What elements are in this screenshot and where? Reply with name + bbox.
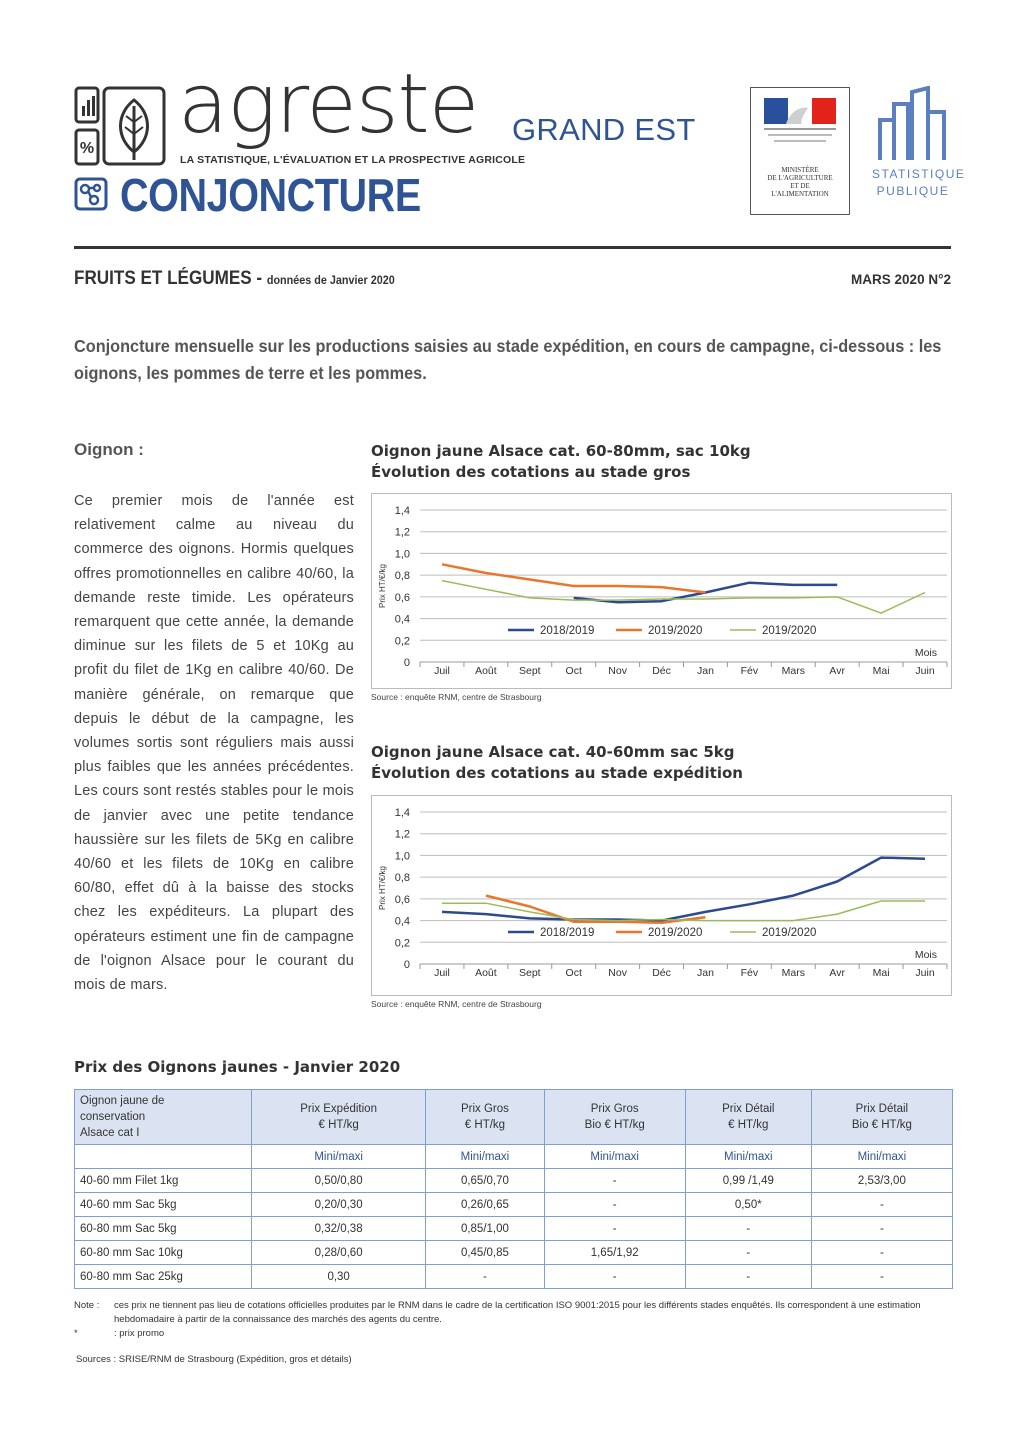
note-line — [74, 1299, 951, 1327]
header-line: conservation — [80, 1111, 146, 1123]
x-tick-label: Fév — [740, 967, 759, 979]
chart1-box — [371, 493, 952, 689]
ministry-line: MINISTÈRE — [781, 166, 819, 174]
svg-text:%: % — [79, 140, 95, 157]
header-divider — [74, 246, 951, 249]
table-cell: - — [811, 1241, 952, 1265]
table-cell: 0,50/0,80 — [252, 1169, 426, 1193]
table-header-cell — [426, 1090, 544, 1145]
table-cell: 60-80 mm Sac 25kg — [75, 1265, 252, 1289]
table-cell: 60-80 mm Sac 10kg — [75, 1241, 252, 1265]
x-tick-label: Sept — [518, 665, 541, 677]
table-cell: Mini/maxi — [252, 1145, 426, 1169]
chart1-source: Source : enquête RNM, centre de Strasbourg — [371, 692, 542, 702]
header-line: Prix Gros — [460, 1103, 509, 1115]
header-line: Oignon jaune de — [80, 1095, 165, 1107]
table-cell: 0,20/0,30 — [252, 1193, 426, 1217]
table-cell: 0,32/0,38 — [252, 1217, 426, 1241]
ministry-line: ET DE — [790, 182, 810, 190]
table-row — [75, 1265, 953, 1289]
x-tick-label: Août — [475, 665, 497, 677]
table-notes — [74, 1299, 951, 1341]
legend-label: 2019/2020 — [762, 625, 817, 637]
header-line: Prix Détail — [855, 1103, 909, 1115]
section-title-main: FRUITS ET LÉGUMES - — [74, 268, 267, 289]
header-line: Bio € HT/kg — [584, 1119, 645, 1131]
header-line: Alsace cat I — [80, 1127, 140, 1139]
table-header-cell — [544, 1090, 685, 1145]
chart1-title-line2: Évolution des cotations au stade gros — [371, 463, 691, 481]
table-header-cell — [75, 1090, 252, 1145]
note-label: Note : — [74, 1300, 100, 1311]
table-header-cell — [811, 1090, 952, 1145]
header-line: € HT/kg — [318, 1119, 359, 1131]
y-tick-label: 0,6 — [394, 893, 410, 906]
x-tick-label: Déc — [652, 665, 671, 677]
y-tick-label: 0,4 — [394, 613, 410, 626]
section-title — [74, 268, 395, 290]
table-cell: - — [811, 1265, 952, 1289]
series-line — [442, 858, 925, 921]
chart2-svg — [372, 796, 951, 995]
table-cell: - — [811, 1217, 952, 1241]
chart2-box — [371, 795, 952, 996]
table-row — [75, 1193, 953, 1217]
y-tick-label: 0,2 — [394, 635, 410, 648]
brand-tagline: LA STATISTIQUE, L'ÉVALUATION ET LA PROSPECTIVE AGRICOLE — [180, 154, 526, 166]
marianne-logo-icon — [764, 98, 836, 146]
table-row — [75, 1169, 953, 1193]
x-axis-label: Mois — [914, 949, 937, 961]
y-tick-label: 0,2 — [394, 937, 410, 950]
statpub-line: STATISTIQUE — [872, 167, 966, 181]
table-cell: 0,30 — [252, 1265, 426, 1289]
table-cell — [75, 1145, 252, 1169]
x-tick-label: Oct — [565, 967, 582, 979]
x-tick-label: Juin — [915, 665, 935, 677]
statistique-publique-logo — [872, 86, 966, 216]
ministry-line: L'ALIMENTATION — [771, 190, 829, 198]
x-tick-label: Juin — [915, 967, 935, 979]
legend-label: 2019/2020 — [762, 927, 817, 939]
table-cell: 40-60 mm Filet 1kg — [75, 1169, 252, 1193]
sources-line — [76, 1354, 352, 1365]
table-units-row — [75, 1145, 953, 1169]
sources-text: : SRISE/RNM de Strasbourg (Expédition, gros et détails) — [113, 1354, 352, 1365]
x-tick-label: Juil — [434, 967, 450, 979]
table-cell: 1,65/1,92 — [544, 1241, 685, 1265]
table-cell: - — [685, 1265, 811, 1289]
brand-name: agreste — [178, 57, 479, 152]
y-axis-label: Prix HT/€/kg — [378, 563, 387, 609]
y-tick-label: 0 — [403, 657, 410, 669]
x-tick-label: Fév — [740, 665, 759, 677]
table-cell: Mini/maxi — [685, 1145, 811, 1169]
x-tick-label: Jan — [696, 665, 714, 677]
table-row — [75, 1217, 953, 1241]
table-cell: 40-60 mm Sac 5kg — [75, 1193, 252, 1217]
table-cell: 0,50* — [685, 1193, 811, 1217]
chart2-title-line2: Évolution des cotations au stade expédition — [371, 764, 743, 782]
ministry-logo — [750, 87, 850, 215]
y-tick-label: 0,4 — [394, 915, 410, 928]
price-table-title: Prix des Oignons jaunes - Janvier 2020 — [74, 1058, 401, 1076]
table-cell: Mini/maxi — [426, 1145, 544, 1169]
y-tick-label: 1,0 — [394, 850, 410, 863]
legend-label: 2018/2019 — [540, 927, 595, 939]
star-label: * — [74, 1328, 78, 1339]
chart2-title-line1: Oignon jaune Alsace cat. 40-60mm sac 5kg — [371, 743, 735, 761]
x-tick-label: Nov — [608, 665, 627, 677]
x-tick-label: Déc — [652, 967, 671, 979]
x-axis-label: Mois — [914, 647, 937, 659]
table-cell: - — [685, 1217, 811, 1241]
y-tick-label: 0,8 — [394, 872, 410, 885]
star-text: : prix promo — [114, 1328, 165, 1339]
table-cell: - — [811, 1193, 952, 1217]
x-tick-label: Sept — [518, 967, 541, 979]
table-cell: - — [685, 1241, 811, 1265]
header-line: € HT/kg — [728, 1119, 769, 1131]
x-tick-label: Oct — [565, 665, 582, 677]
x-tick-label: Juil — [434, 665, 450, 677]
intro-paragraph: Conjoncture mensuelle sur les productions saisies au stade expédition, en cours de campagne, ci-dessous : les oignons, les pommes de terre et les pommes. — [74, 336, 942, 383]
table-cell: 0,45/0,85 — [426, 1241, 544, 1265]
legend-label: 2018/2019 — [540, 625, 595, 637]
y-tick-label: 0 — [403, 959, 410, 971]
statpub-line: PUBLIQUE — [876, 184, 950, 198]
issue-number: MARS 2020 N°2 — [851, 272, 951, 287]
table-header-row — [75, 1090, 953, 1145]
y-tick-label: 0,8 — [394, 570, 410, 583]
table-cell: 0,99 /1,49 — [685, 1169, 811, 1193]
y-tick-label: 1,2 — [394, 828, 410, 841]
section-subtitle: données de Janvier 2020 — [266, 273, 395, 287]
table-cell: - — [544, 1265, 685, 1289]
header-line: € HT/kg — [464, 1119, 506, 1131]
table-cell: Mini/maxi — [811, 1145, 952, 1169]
sources-label: Sources — [76, 1354, 111, 1365]
y-tick-label: 1,4 — [394, 807, 410, 819]
chart1-title-line1: Oignon jaune Alsace cat. 60-80mm, sac 10kg — [371, 442, 751, 460]
table-row — [75, 1241, 953, 1265]
chart1-title — [371, 441, 751, 483]
ministry-line: DE L'AGRICULTURE — [767, 174, 833, 182]
x-tick-label: Mai — [872, 967, 890, 979]
network-icon — [74, 177, 108, 211]
region-name: GRAND EST — [512, 112, 696, 147]
buildings-icon — [872, 86, 954, 162]
table-cell: 2,53/3,00 — [811, 1169, 952, 1193]
table-cell: - — [426, 1265, 544, 1289]
note-line — [74, 1327, 951, 1341]
price-table — [74, 1089, 953, 1289]
table-header-cell — [252, 1090, 426, 1145]
y-axis-label: Prix HT/€/kg — [378, 865, 387, 911]
table-cell: 0,28/0,60 — [252, 1241, 426, 1265]
x-tick-label: Mars — [781, 665, 805, 677]
header-line: Bio € HT/kg — [851, 1119, 912, 1131]
x-tick-label: Mars — [781, 967, 805, 979]
table-cell: - — [544, 1169, 685, 1193]
oignon-text: Ce premier mois de l'année est relativement calme au niveau du commerce des oignons. Hormis quelques offres promotionnelles en calibre 40/60, la demande reste timide. Les opérateurs remarquent que cette année, la demande diminue sur les filets de 5 et 10Kg au profit du filet de 1Kg en calibre 40/60. De manière générale, on remarque que depuis le début de la campagne, les volumes sortis sont réguliers mais aussi plus faibles que les années précédentes. Les cours sont restés stables pour le mois de janvier avec une petite tendance haussière sur les filets de 5Kg en calibre 40/60 et les filets de 10Kg en calibre 60/80, effet dû à la baisse des stocks chez les expéditeurs. La plupart des opérateurs estiment une fin de campagne de l'oignon Alsace pour le courant du mois de mars. — [74, 493, 354, 994]
y-tick-label: 0,6 — [394, 591, 410, 604]
chart1-svg — [372, 494, 951, 688]
header-line: Prix Gros — [590, 1103, 639, 1115]
table-cell: 0,26/0,65 — [426, 1193, 544, 1217]
table-cell: Mini/maxi — [544, 1145, 685, 1169]
x-tick-label: Mai — [872, 665, 890, 677]
product-name: CONJONCTURE — [120, 169, 421, 221]
chart2-source: Source : enquête RNM, centre de Strasbourg — [371, 999, 542, 1009]
x-tick-label: Jan — [696, 967, 714, 979]
table-cell: 0,65/0,70 — [426, 1169, 544, 1193]
oignon-heading: Oignon : — [74, 440, 144, 459]
table-cell: 0,85/1,00 — [426, 1217, 544, 1241]
x-tick-label: Août — [475, 967, 497, 979]
table-header-cell — [685, 1090, 811, 1145]
y-tick-label: 1,4 — [394, 505, 410, 517]
legend-label: 2019/2020 — [648, 927, 703, 939]
legend-label: 2019/2020 — [648, 625, 703, 637]
x-tick-label: Avr — [829, 665, 845, 677]
agreste-logo-icon — [74, 86, 166, 168]
note-text: ces prix ne tiennent pas lieu de cotations officielles produites par le RNM dans le cadre de la certification ISO 9001:2015 pour les différents stades enquêtés. Ils correspondent à une estimation hebdomadaire à partir de la connaissance des marchés des agents du centre. — [114, 1300, 921, 1325]
y-tick-label: 1,0 — [394, 548, 410, 561]
x-tick-label: Nov — [608, 967, 627, 979]
table-cell: 60-80 mm Sac 5kg — [75, 1217, 252, 1241]
header-line: Prix Expédition — [300, 1103, 377, 1115]
y-tick-label: 1,2 — [394, 526, 410, 539]
table-cell: - — [544, 1193, 685, 1217]
header-line: Prix Détail — [722, 1103, 775, 1115]
table-cell: - — [544, 1217, 685, 1241]
x-tick-label: Avr — [829, 967, 845, 979]
chart2-title — [371, 742, 743, 784]
